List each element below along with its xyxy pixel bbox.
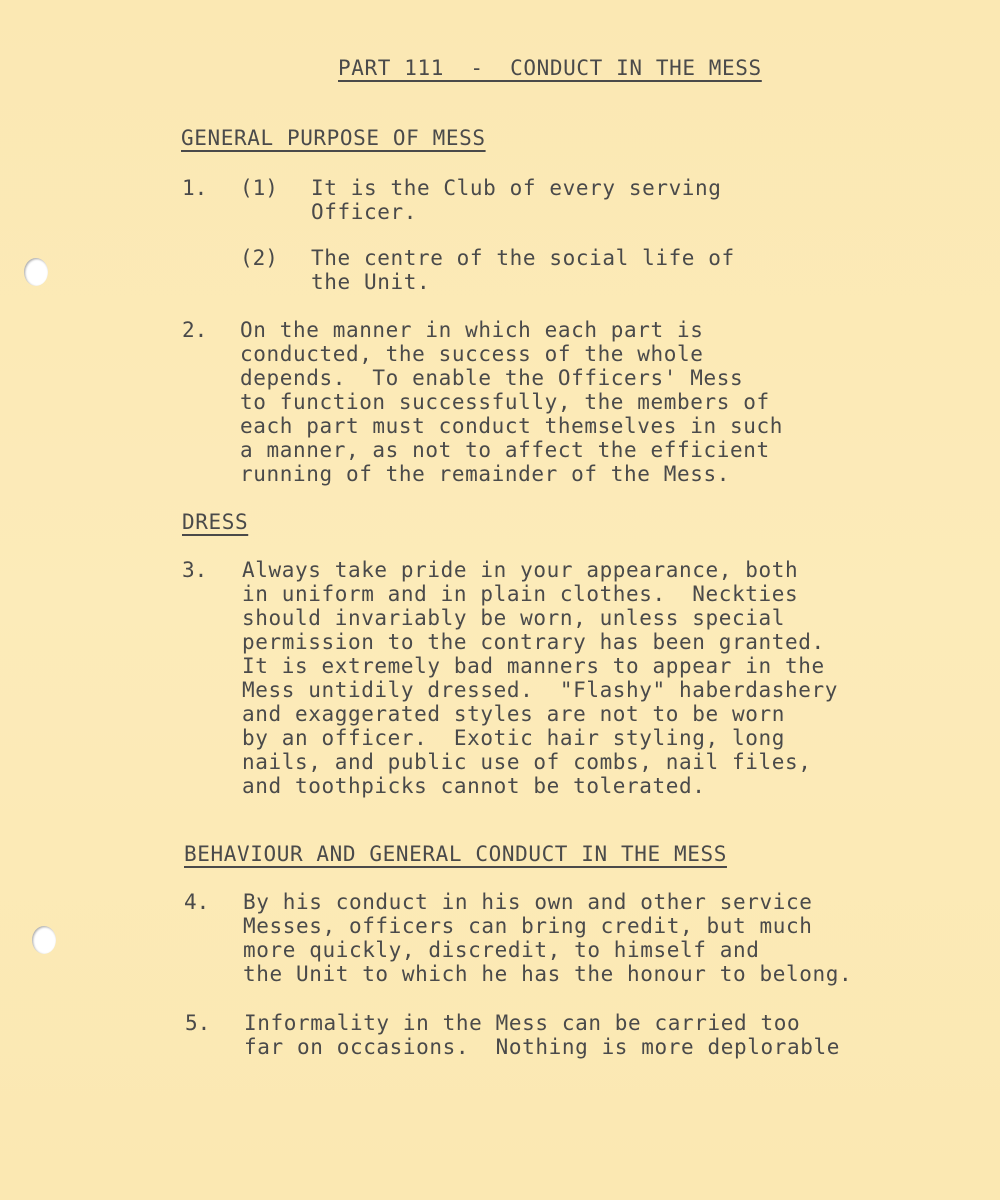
text-line: and toothpicks cannot be tolerated. <box>242 774 706 798</box>
text-line: should invariably be worn, unless special <box>242 606 785 630</box>
section-heading-behaviour: BEHAVIOUR AND GENERAL CONDUCT IN THE MESS <box>184 842 727 866</box>
text-line: by an officer. Exotic hair styling, long <box>242 726 785 750</box>
text-line: On the manner in which each part is <box>240 318 704 342</box>
text-line: a manner, as not to affect the efficient <box>240 438 770 462</box>
text-line: Always take pride in your appearance, both <box>242 558 799 582</box>
text-line: nails, and public use of combs, nail files, <box>242 750 812 774</box>
item-number: 3. <box>182 558 208 582</box>
text-line: Messes, officers can bring credit, but much <box>243 914 813 938</box>
text-line: The centre of the social life of <box>311 246 735 270</box>
sub-item-label: (2) <box>240 246 278 270</box>
text-line: in uniform and in plain clothes. Neckties <box>242 582 799 606</box>
text-line: Informality in the Mess can be carried too <box>244 1011 801 1035</box>
text-line: far on occasions. Nothing is more deplorable <box>244 1035 840 1059</box>
text-line: permission to the contrary has been granted. <box>242 630 825 654</box>
section-heading-dress: DRESS <box>182 510 249 534</box>
item-number: 2. <box>182 318 208 342</box>
text-line: to function successfully, the members of <box>240 390 770 414</box>
text-line: the Unit to which he has the honour to belong. <box>243 962 853 986</box>
text-line: It is the Club of every serving <box>311 176 722 200</box>
punch-hole-top <box>24 258 48 286</box>
section-heading-general-purpose: GENERAL PURPOSE OF MESS <box>181 126 486 150</box>
text-line: each part must conduct themselves in such <box>240 414 783 438</box>
text-line: It is extremely bad manners to appear in the <box>242 654 825 678</box>
page-title: PART 111 - CONDUCT IN THE MESS <box>338 56 762 80</box>
text-line: By his conduct in his own and other service <box>243 890 813 914</box>
text-line: Mess untidily dressed. "Flashy" haberdashery <box>242 678 838 702</box>
text-line: and exaggerated styles are not to be worn <box>242 702 785 726</box>
item-number: 1. <box>182 176 208 200</box>
text-line: more quickly, discredit, to himself and <box>243 938 760 962</box>
text-line: Officer. <box>311 200 417 224</box>
text-line: depends. To enable the Officers' Mess <box>240 366 744 390</box>
sub-item-label: (1) <box>240 176 278 200</box>
text-line: running of the remainder of the Mess. <box>240 462 730 486</box>
text-line: conducted, the success of the whole <box>240 342 704 366</box>
punch-hole-bottom <box>32 926 56 954</box>
text-line: the Unit. <box>311 270 431 294</box>
item-number: 4. <box>184 890 210 914</box>
item-number: 5. <box>185 1011 211 1035</box>
